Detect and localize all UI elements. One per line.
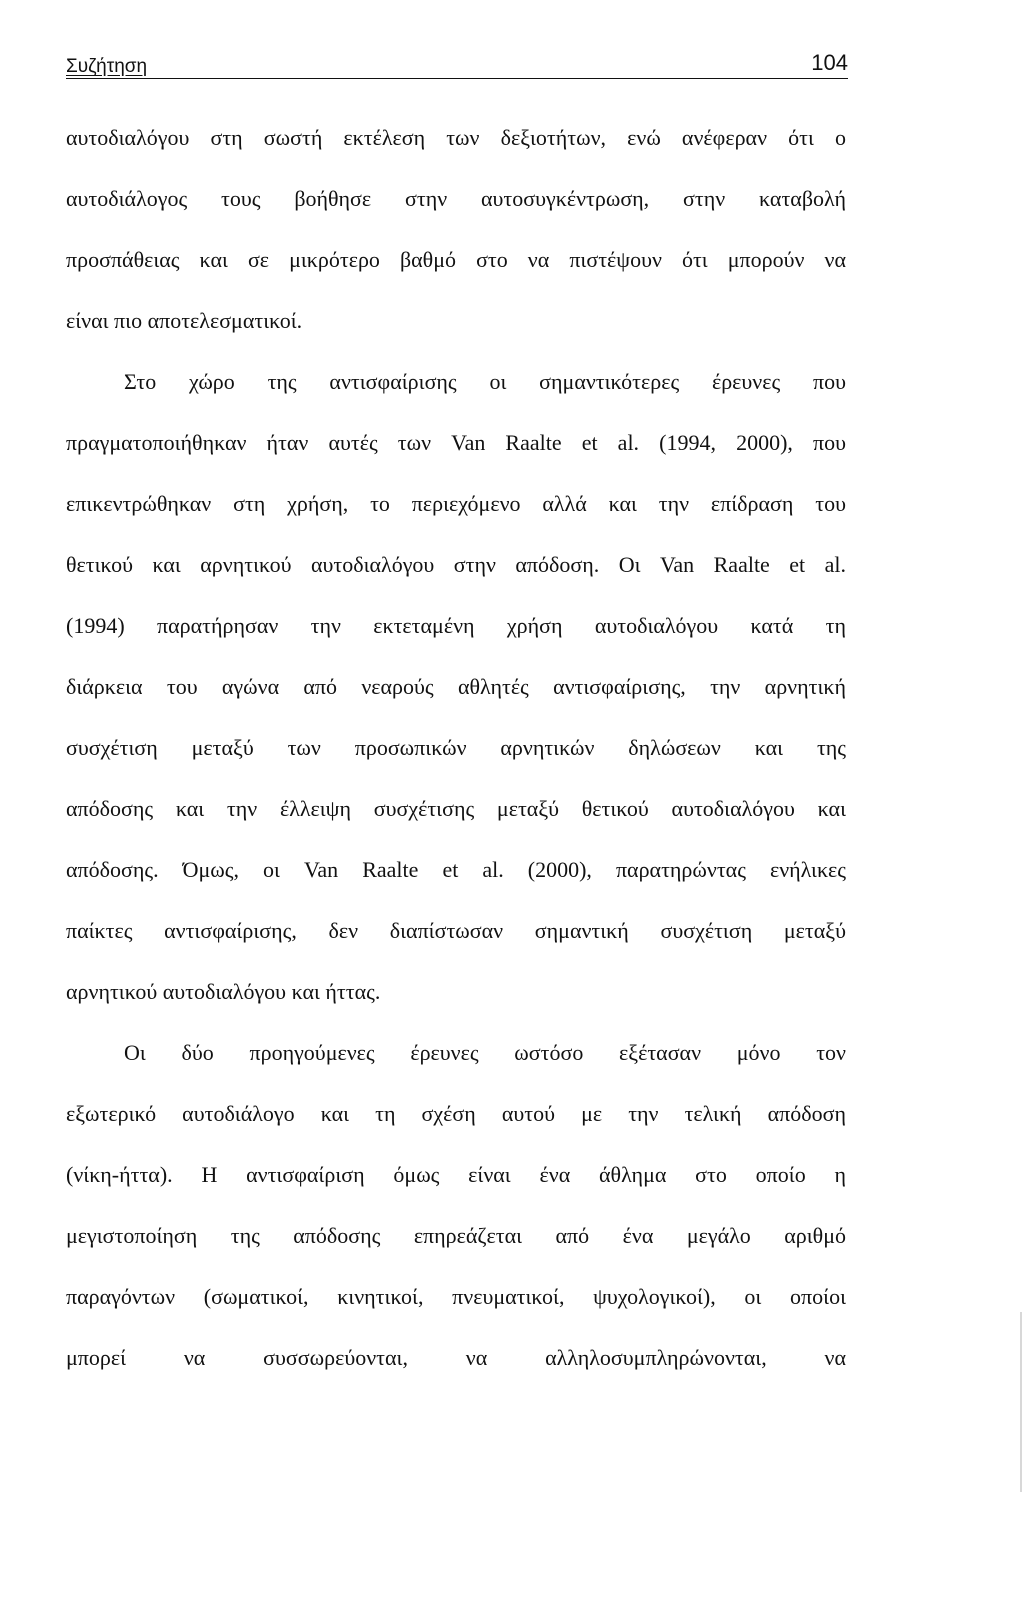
- text-line: θετικού και αρνητικού αυτοδιαλόγου στην απόδοση. Οι Van Raalte et al.: [66, 552, 846, 577]
- text-line: απόδοσης. Όμως, οι Van Raalte et al. (2000), παρατηρώντας ενήλικες: [66, 857, 846, 882]
- header-rule: [66, 78, 848, 79]
- body-text: [66, 118, 846, 1399]
- text-line: αρνητικού αυτοδιαλόγου και ήττας.: [66, 979, 381, 1004]
- text-line: παίκτες αντισφαίρισης, δεν διαπίστωσαν σημαντική συσχέτιση μεταξύ: [66, 918, 846, 943]
- text-line: αυτοδιαλόγου στη σωστή εκτέλεση των δεξιοτήτων, ενώ ανέφεραν ότι ο: [66, 125, 846, 150]
- section-title: Συζήτηση: [66, 56, 148, 77]
- text-line: (1994) παρατήρησαν την εκτεταμένη χρήση αυτοδιαλόγου κατά τη: [66, 613, 846, 638]
- page-number: 104: [811, 50, 848, 75]
- text-line: μπορεί να συσσωρεύονται, να αλληλοσυμπληρώνονται, να: [66, 1345, 846, 1370]
- text-line: μεγιστοποίηση της απόδοσης επηρεάζεται από ένα μεγάλο αριθμό: [66, 1223, 846, 1248]
- text-line: απόδοσης και την έλλειψη συσχέτισης μεταξύ θετικού αυτοδιαλόγου και: [66, 796, 846, 821]
- text-line: παραγόντων (σωματικοί, κινητικοί, πνευματικοί, ψυχολογικοί), οι οποίοι: [66, 1284, 846, 1309]
- text-line: είναι πιο αποτελεσματικοί.: [66, 308, 303, 333]
- text-line: προσπάθειας και σε μικρότερο βαθμό στο να πιστέψουν ότι μπορούν να: [66, 247, 846, 272]
- text-line: πραγματοποιήθηκαν ήταν αυτές των Van Raalte et al. (1994, 2000), που: [66, 430, 846, 455]
- text-line: (νίκη-ήττα). Η αντισφαίριση όμως είναι ένα άθλημα στο οποίο η: [66, 1162, 846, 1187]
- text-line: συσχέτιση μεταξύ των προσωπικών αρνητικών δηλώσεων και της: [66, 735, 846, 760]
- scan-edge-mark: [1020, 1312, 1022, 1492]
- text-line: αυτοδιάλογος τους βοήθησε στην αυτοσυγκέντρωση, στην καταβολή: [66, 186, 846, 211]
- text-line: Οι δύο προηγούμενες έρευνες ωστόσο εξέτασαν μόνο τον: [124, 1040, 846, 1065]
- text-line: εξωτερικό αυτοδιάλογο και τη σχέση αυτού με την τελική απόδοση: [66, 1101, 846, 1126]
- running-header: [66, 50, 848, 80]
- text-line: Στο χώρο της αντισφαίρισης οι σημαντικότερες έρευνες που: [124, 369, 846, 394]
- text-line: επικεντρώθηκαν στη χρήση, το περιεχόμενο αλλά και την επίδραση του: [66, 491, 846, 516]
- text-line: διάρκεια του αγώνα από νεαρούς αθλητές αντισφαίρισης, την αρνητική: [66, 674, 846, 699]
